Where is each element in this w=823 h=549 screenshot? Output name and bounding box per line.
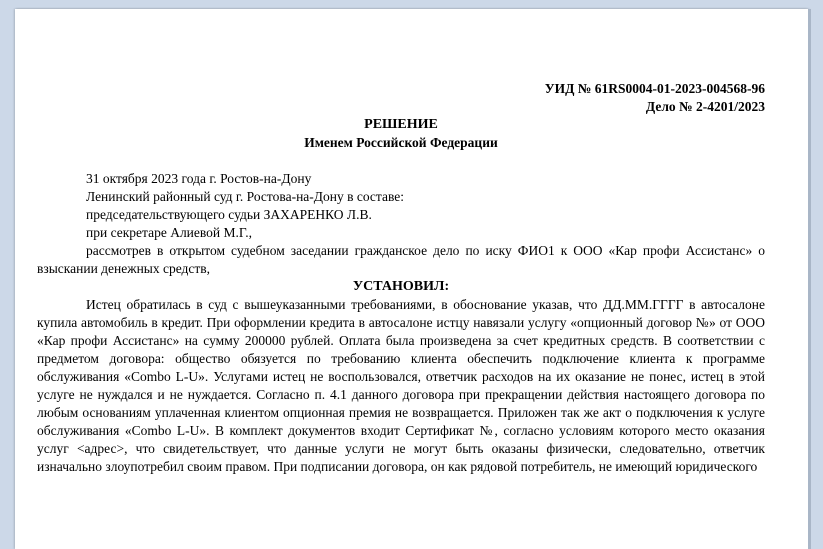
considering-paragraph: рассмотрев в открытом судебном заседании гражданское дело по иску ФИО1 к ООО «Кар профи Ассистанс» о взыскании денежных средств,: [37, 243, 765, 276]
date-line: 31 октября 2023 года г. Ростов-на-Дону: [86, 171, 312, 186]
case-uid: УИД № 61RS0004-01-2023-004568-96: [544, 81, 765, 96]
spacer: [37, 152, 765, 170]
page-edge: [808, 9, 811, 549]
body-paragraph: Истец обратилась в суд с вышеуказанными требованиями, в обоснование указав, что ДД.ММ.ГГГГ в автосалоне купила автомобиль в кредит. При оформлении кредита в автосалоне истцу навязали услугу «опционный договор №» от ООО «Кар профи Ассистанс» на сумму 200000 рублей. Оплата была произведена за счет кредитных средств. В соответствии с предметом договора: общество обязуется по требованию клиента обеспечить подключение клиента к программе обслуживания «Combo L-U». Услугами истец не воспользовался, ответчик расходов на их оказание не понес, истец в этой услуге не нуждался и не нуждается. Согласно п. 4.1 данного договора при прекращении действия настоящего договора по любым основаниям уплаченная клиентом опционная премия не возвращается. Приложен так же акт о подключения к услуге обслуживания «Combo L-U». В комплект документов входит Сертификат №, согласно условиям которого место оказания услуг <адрес>, что свидетельствует, что данные услуги не могут быть оказаны физически, следовательно, ответчик изначально злоупотребил своим правом. При подписании договора, он как рядовой потребитель, не имеющий юридического: [37, 297, 765, 474]
court-line: Ленинский районный суд г. Ростова-на-Дону в составе:: [86, 189, 405, 204]
established-heading: УСТАНОВИЛ:: [352, 279, 450, 294]
case-number: Дело № 2-4201/2023: [645, 99, 765, 114]
secretary-line: при секретаре Алиевой М.Г.,: [86, 225, 252, 240]
document-title: РЕШЕНИЕ: [364, 117, 438, 132]
document-subtitle: Именем Российской Федерации: [304, 135, 498, 150]
judge-line: председательствующего судьи ЗАХАРЕНКО Л.В.: [86, 207, 372, 222]
document-content[interactable]: [37, 80, 765, 476]
